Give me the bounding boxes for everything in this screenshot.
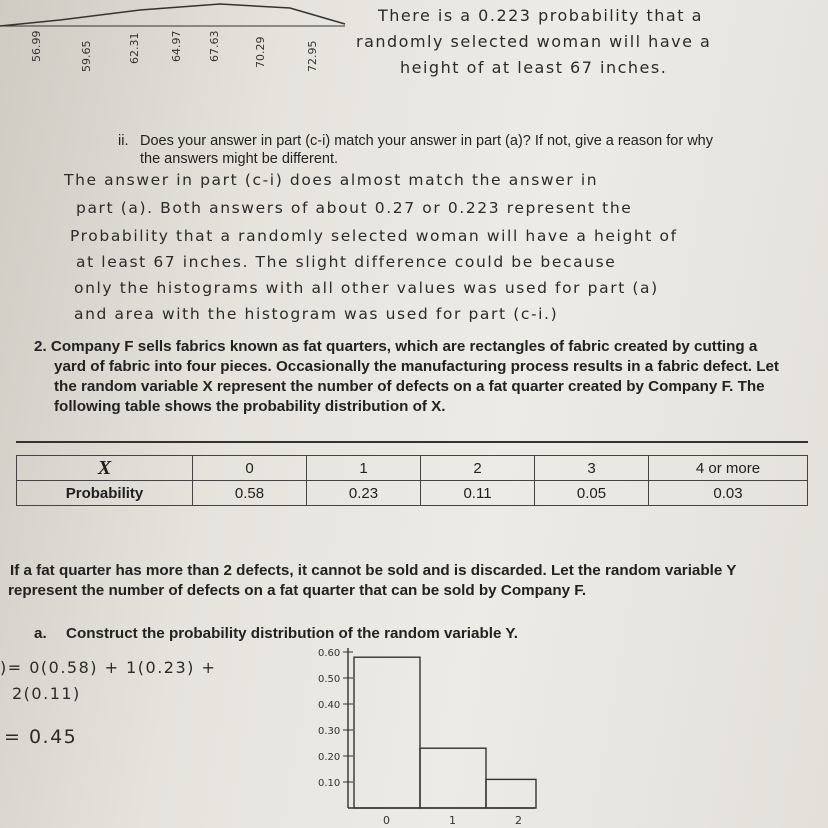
tick-label: 67.63 bbox=[208, 30, 221, 62]
table-row bbox=[17, 481, 808, 506]
problem2-line: the random variable X represent the number of defects on a fat quarter created by Company F. The bbox=[54, 378, 765, 395]
histogram-bar bbox=[354, 657, 420, 808]
probability-histogram-sketch bbox=[300, 640, 540, 828]
handwritten-note-line: height of at least 67 inches. bbox=[400, 58, 668, 77]
table-row-label: Probability bbox=[17, 481, 193, 506]
discard-text-line: represent the number of defects on a fat quarter that can be sold by Company F. bbox=[8, 582, 587, 599]
handwritten-work-line: = 0.45 bbox=[4, 726, 78, 748]
part-a-text: Construct the probability distribution of the random variable Y. bbox=[66, 625, 519, 642]
handwritten-answer-line: and area with the histogram was used for part (c-i.) bbox=[74, 305, 559, 323]
table-row bbox=[17, 456, 808, 481]
histogram-bar bbox=[486, 779, 536, 808]
table-top-rule bbox=[16, 441, 808, 443]
question-ii-label: ii. bbox=[118, 133, 129, 149]
question-ii-text: Does your answer in part (c-i) match your answer in part (a)? If not, give a reason for why bbox=[140, 133, 713, 149]
tick-label: 59.65 bbox=[80, 40, 93, 72]
table-cell: 0.23 bbox=[307, 481, 421, 506]
table-header-cell: X bbox=[17, 456, 193, 481]
histogram-bar bbox=[420, 748, 486, 808]
top-histogram-curve bbox=[0, 0, 360, 30]
part-a-label: a. bbox=[34, 625, 47, 642]
handwritten-work-line: 2(0.11) bbox=[12, 684, 81, 703]
probability-distribution-table bbox=[16, 455, 808, 506]
table-header-cell: 4 or more bbox=[649, 456, 808, 481]
table-header-cell: 2 bbox=[421, 456, 535, 481]
x-tick-label: 0 bbox=[383, 814, 390, 827]
tick-label: 64.97 bbox=[170, 30, 183, 62]
table-cell: 0.05 bbox=[535, 481, 649, 506]
handwritten-note-line: There is a 0.223 probability that a bbox=[378, 6, 703, 25]
handwritten-answer-line: part (a). Both answers of about 0.27 or 0.223 represent the bbox=[76, 199, 633, 217]
handwritten-answer-line: Probability that a randomly selected woman will have a height of bbox=[70, 227, 678, 245]
y-tick-label: 0.60 bbox=[318, 648, 341, 659]
y-tick-label: 0.40 bbox=[318, 700, 341, 711]
problem2-line: following table shows the probability distribution of X. bbox=[54, 398, 446, 415]
x-tick-label: 1 bbox=[449, 814, 456, 827]
y-tick-label: 0.10 bbox=[318, 778, 341, 789]
y-tick-label: 0.20 bbox=[318, 752, 341, 763]
table-cell: 0.58 bbox=[193, 481, 307, 506]
tick-label: 70.29 bbox=[254, 36, 267, 68]
tick-label: 56.99 bbox=[30, 30, 43, 62]
table-cell: 0.11 bbox=[421, 481, 535, 506]
discard-text-line: If a fat quarter has more than 2 defects, it cannot be sold and is discarded. Let the random variable Y bbox=[10, 562, 737, 579]
handwritten-answer-line: The answer in part (c-i) does almost match the answer in bbox=[64, 171, 599, 189]
handwritten-note-line: randomly selected woman will have a bbox=[356, 32, 712, 51]
handwritten-answer-line: only the histograms with all other values was used for part (a) bbox=[74, 279, 659, 297]
x-tick-label: 2 bbox=[515, 814, 522, 827]
problem2-line: 2. Company F sells fabrics known as fat quarters, which are rectangles of fabric created by cutting a bbox=[34, 338, 758, 355]
tick-label: 72.95 bbox=[306, 40, 319, 72]
table-header-cell: 0 bbox=[193, 456, 307, 481]
problem2-line: yard of fabric into four pieces. Occasionally the manufacturing process results in a fabric defect. Let bbox=[54, 358, 779, 375]
table-header-cell: 1 bbox=[307, 456, 421, 481]
handwritten-work-line: )= 0(0.58) + 1(0.23) + bbox=[0, 658, 217, 677]
handwritten-answer-line: at least 67 inches. The slight difference could be because bbox=[76, 253, 617, 271]
tick-label: 62.31 bbox=[128, 32, 141, 64]
y-tick-label: 0.50 bbox=[318, 674, 341, 685]
question-ii-text: the answers might be different. bbox=[140, 151, 339, 167]
y-tick-label: 0.30 bbox=[318, 726, 341, 737]
table-cell: 0.03 bbox=[649, 481, 808, 506]
table-header-cell: 3 bbox=[535, 456, 649, 481]
